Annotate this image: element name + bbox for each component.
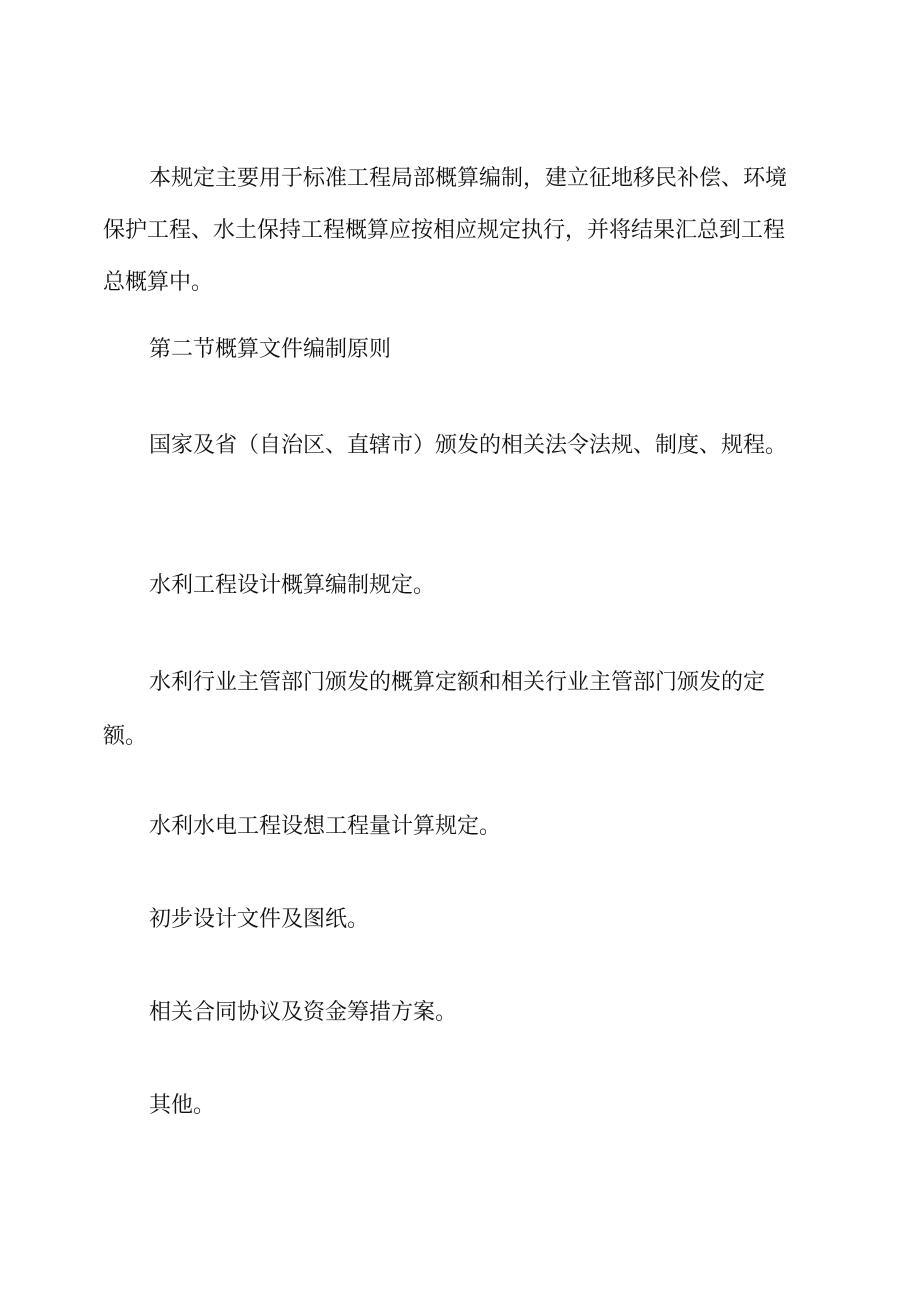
paragraph-quotas: 水利行业主管部门颁发的概算定额和相关行业主管部门颁发的定额。 [103,670,766,749]
paragraph-design-files: 初步设计文件及图纸。 [149,907,370,932]
paragraph-other: 其他。 [149,1093,216,1118]
section-heading: 第二节概算文件编制原则 [149,337,392,362]
paragraph-contracts: 相关合同协议及资金筹措方案。 [149,1000,458,1025]
paragraph-scope: 本规定主要用于标准工程局部概算编制，建立征地移民补偿、环境保护工程、水土保持工程概算应按相应规定执行，并将结果汇总到工程总概算中。 [103,166,788,295]
paragraph-quantity-rules: 水利水电工程设想工程量计算规定。 [149,814,502,839]
paragraph-laws: 国家及省（自治区、直辖市）颁发的相关法令法规、制度、规程。 [149,433,788,458]
paragraph-rules: 水利工程设计概算编制规定。 [149,573,436,598]
